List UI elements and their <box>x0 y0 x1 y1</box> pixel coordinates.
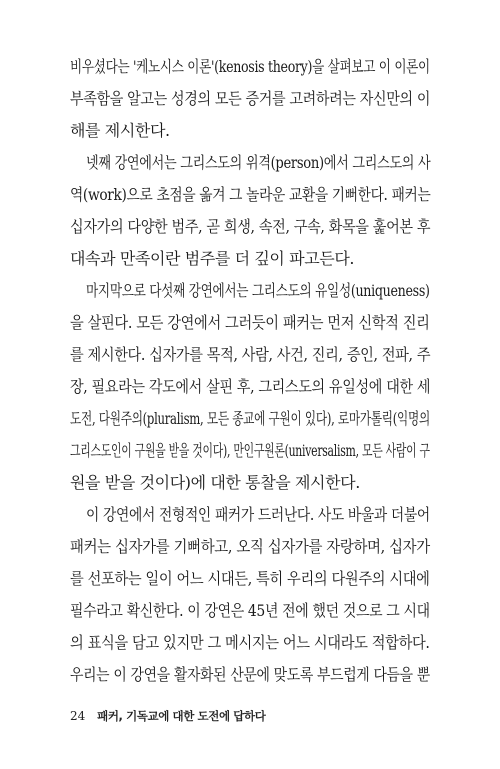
text-line: 마지막으로 다섯째 강연에서는 그리스도의 유일성(uniqueness) <box>86 281 430 300</box>
text-line: 대속과 만족이란 범주를 더 깊이 파고든다. <box>70 249 355 268</box>
text-line: 역(work)으로 초점을 옮겨 그 놀라운 교환을 기뻐한다. 패커는 <box>70 185 431 204</box>
text-line: 을 살핀다. 모든 강연에서 그러듯이 패커는 먼저 신학적 진리 <box>70 313 430 332</box>
text-line: 비우셨다는 '케노시스 이론'(kenosis theory)을 살펴보고 이 이론이 <box>70 57 430 76</box>
text-line: 십자가의 다양한 범주, 곧 희생, 속전, 구속, 화목을 훑어본 후 <box>70 217 431 236</box>
text-line: 원을 받을 것이다)에 대한 통찰을 제시한다. <box>70 473 360 492</box>
text-line: 도전, 다원주의(pluralism, 모든 종교에 구원이 있다), 로마가톨릭(익명의 <box>70 409 430 428</box>
text-line: 그리스도인이 구원을 받을 것이다), 만인구원론(universalism, 모든 사람이 구 <box>70 441 430 460</box>
text-line: 필수라고 확신한다. 이 강연은 45년 전에 했던 것으로 그 시대 <box>70 601 430 620</box>
text-line: 를 선포하는 일이 어느 시대든, 특히 우리의 다원주의 시대에 <box>70 569 430 588</box>
running-head: 패커, 기독교에 대한 도전에 답하다 <box>97 709 266 723</box>
text-line: 이 강연에서 전형적인 패커가 드러난다. 사도 바울과 더불어 <box>86 505 430 524</box>
text-line: 부족함을 알고는 성경의 모든 증거를 고려하려는 자신만의 이 <box>70 89 431 108</box>
text-line: 의 표식을 담고 있지만 그 메시지는 어느 시대라도 적합하다. <box>70 633 430 652</box>
text-line: 패커는 십자가를 기뻐하고, 오직 십자가를 자랑하며, 십자가 <box>70 537 430 556</box>
page-number: 24 <box>70 709 86 723</box>
text-line: 우리는 이 강연을 활자화된 산문에 맞도록 부드럽게 다듬을 뿐 <box>70 665 430 684</box>
text-line: 해를 제시한다. <box>70 121 170 140</box>
text-line: 를 제시한다. 십자가를 목적, 사람, 사건, 진리, 증인, 전파, 주 <box>70 345 431 364</box>
text-line: 장, 필요라는 각도에서 살핀 후, 그리스도의 유일성에 대한 세 <box>70 377 431 396</box>
page-footer <box>70 708 265 724</box>
text-line: 넷째 강연에서는 그리스도의 위격(person)에서 그리스도의 사 <box>86 153 431 172</box>
